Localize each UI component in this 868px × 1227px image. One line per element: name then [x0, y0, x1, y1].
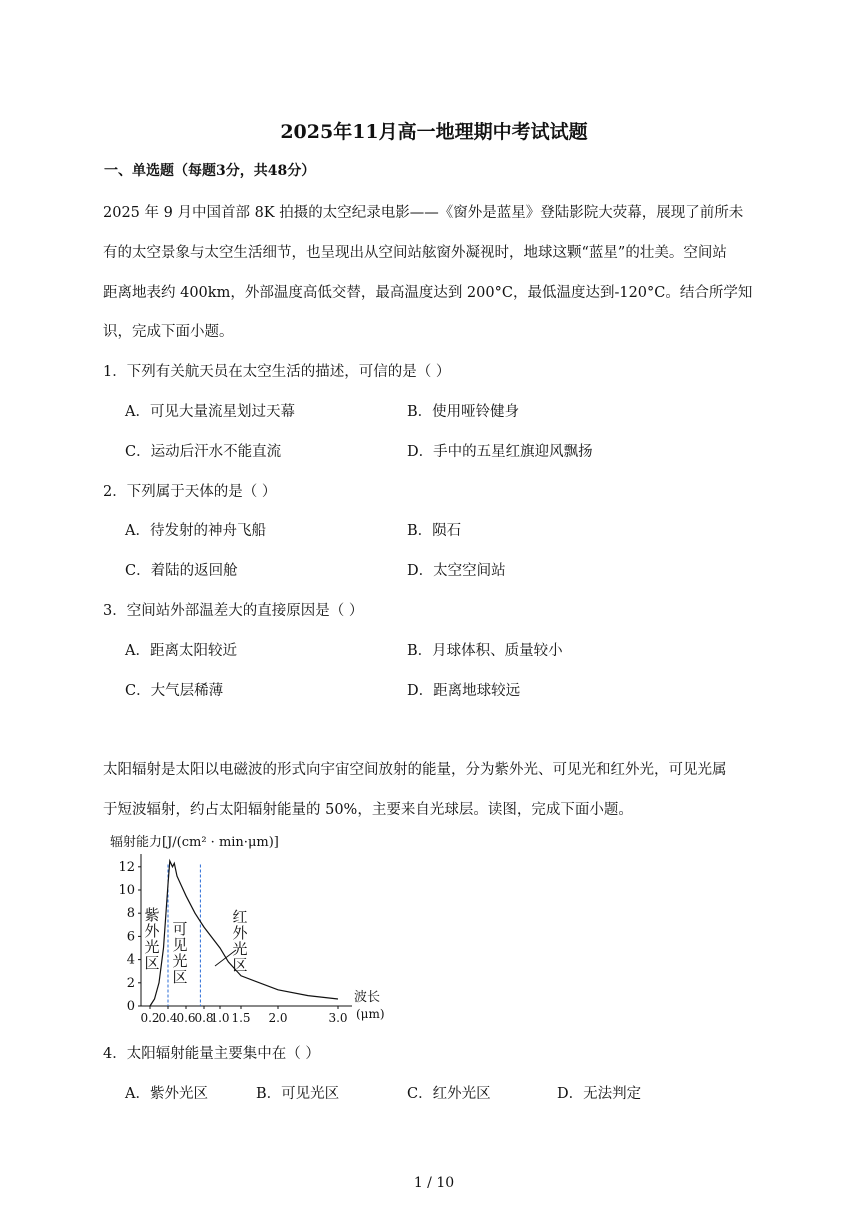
x-axis-unit: (μm) [356, 1007, 385, 1021]
y-tick-label: 10 [118, 883, 135, 898]
q4-option-c: C．红外光区 [407, 1086, 491, 1102]
region-label-char: 光 [232, 940, 248, 958]
q2-option-d: D．太空空间站 [407, 563, 506, 579]
x-tick-label: 3.0 [328, 1011, 348, 1025]
y-tick-label: 8 [126, 906, 135, 922]
question-2-stem: 2．下列属于天体的是（ ） [103, 484, 277, 500]
region-label-char: 可 [172, 920, 188, 938]
x-tick-label: 0.2 [140, 1011, 160, 1025]
region-label-char: 区 [232, 956, 248, 974]
region-label-char: 见 [172, 936, 188, 954]
y-tick-label: 2 [126, 975, 135, 991]
q3-option-c: C．大气层稀薄 [125, 683, 224, 699]
region-label-char: 光 [144, 938, 160, 956]
q1-option-a: A．可见大量流星划过天幕 [125, 404, 295, 420]
x-tick-label: 0.8 [194, 1011, 214, 1025]
region-label-char: 区 [172, 968, 188, 986]
q1-option-c: C．运动后汗水不能直流 [125, 444, 282, 460]
region-label-char: 紫 [144, 906, 160, 924]
q1-option-d: D．手中的五星红旗迎风飘扬 [407, 444, 593, 460]
q4-option-b: B．可见光区 [256, 1086, 340, 1102]
region-label-char: 区 [144, 954, 160, 972]
region-label-char: 红 [232, 908, 248, 926]
q3-option-d: D．距离地球较远 [407, 683, 521, 699]
y-tick-label: 4 [126, 952, 135, 968]
passage1-line: 有的太空景象与太空生活细节，也呈现出从空间站舷窗外凝视时，地球这颗“蓝星”的壮美。空间站 [103, 245, 727, 261]
question-3-stem: 3．空间站外部温差大的直接原因是（ ） [103, 603, 364, 619]
y-tick-label: 6 [126, 929, 135, 945]
question-1-stem: 1．下列有关航天员在太空生活的描述，可信的是（ ） [103, 364, 451, 380]
q2-option-b: B．陨石 [407, 523, 462, 539]
q2-option-a: A．待发射的神舟飞船 [125, 523, 266, 539]
region-label-char: 光 [172, 952, 188, 970]
q1-option-b: B．使用哑铃健身 [407, 404, 520, 420]
q3-option-a: A．距离太阳较近 [125, 643, 237, 659]
y-tick-label: 0 [126, 999, 135, 1014]
radiation-chart [100, 828, 400, 1028]
x-tick-label: 1.0 [210, 1011, 230, 1025]
region-label-char: 外 [232, 924, 248, 942]
page-title: 2025年11月高一地理期中考试试题 [280, 121, 588, 143]
x-tick-label: 0.6 [176, 1011, 196, 1025]
passage1-line: 距离地表约 400km，外部温度高低交替，最高温度达到 200°C，最低温度达到-120°C。结合所学知 [103, 285, 753, 301]
section-heading: 一、单选题（每题3分，共48分） [104, 163, 316, 179]
passage1-line: 2025 年 9 月中国首部 8K 拍摄的太空纪录电影——《窗外是蓝星》登陆影院大荧幕，展现了前所未 [103, 205, 744, 221]
passage1-line: 识，完成下面小题。 [103, 324, 234, 340]
page-number: 1 / 10 [413, 1175, 455, 1191]
region-label-char: 外 [144, 922, 160, 940]
x-tick-label: 2.0 [268, 1011, 288, 1025]
q4-option-d: D．无法判定 [557, 1086, 642, 1102]
q2-option-c: C．着陆的返回舱 [125, 563, 238, 579]
q4-option-a: A．紫外光区 [125, 1086, 208, 1102]
x-tick-label: 1.5 [231, 1011, 251, 1025]
x-axis-title: 波长 [354, 990, 381, 1005]
x-tick-label: 0.4 [158, 1011, 178, 1025]
passage2-line: 于短波辐射，约占太阳辐射能量的 50%，主要来自光球层。读图，完成下面小题。 [103, 802, 633, 818]
y-axis-title: 辐射能力[J/(cm² · min·μm)] [110, 835, 279, 850]
q3-option-b: B．月球体积、质量较小 [407, 643, 563, 659]
y-tick-label: 12 [118, 859, 135, 875]
passage2-line: 太阳辐射是太阳以电磁波的形式向宇宙空间放射的能量，分为紫外光、可见光和红外光，可见光属 [103, 762, 727, 778]
question-4-stem: 4．太阳辐射能量主要集中在（ ） [103, 1046, 320, 1062]
